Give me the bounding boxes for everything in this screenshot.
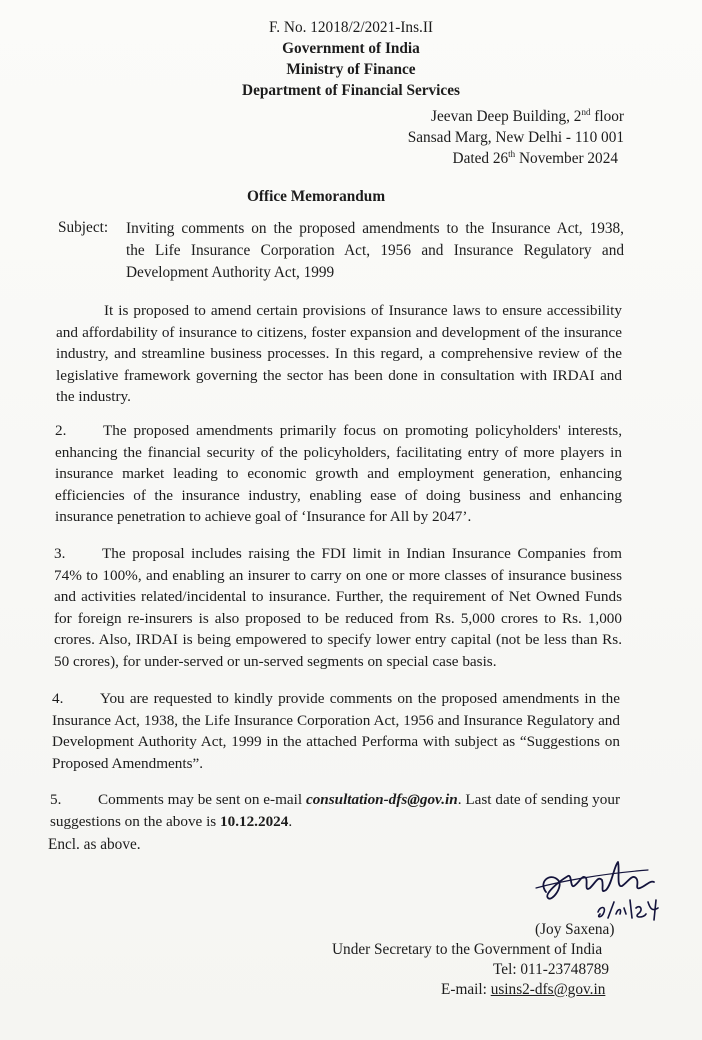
signatory-tel: Tel: 011-23748789: [493, 961, 610, 978]
memo-title: Office Memorandum: [247, 188, 386, 205]
address-building: Jeevan Deep Building, 2nd floor: [431, 107, 624, 125]
paragraph-5: 5. Comments may be sent on e-mail consultation-dfs@gov.in. Last date of sending your suggestions on the above is 10.12.2024.: [50, 791, 620, 830]
subject-line-3: Development Authority Act, 1999: [126, 264, 335, 281]
paragraph-3: 3. The proposal includes raising the FDI limit in Indian Insurance Companies from 74% to 100%, and enabling an insurer to carry on one or more classes of insurance business and activities related/incidental to insurance. Further, the requirement of Net Owned Funds for foreign re-insurers is also proposed to be reduced from Rs. 5,000 crores to Rs. 1,000 crores. Also, IRDAI is being empowered to specify lower entry capital (not be less than Rs. 50 crores), for under-served or un-served segments on special case basis.: [54, 545, 622, 670]
subject-line-2: the Life Insurance Corporation Act, 1956 and Insurance Regulatory and: [126, 242, 624, 259]
file-number: F. No. 12018/2/2021-Ins.II: [268, 19, 434, 36]
handwritten-date: 26/11/24: [528, 852, 532, 853]
consultation-email[interactable]: consultation-dfs@gov.in: [305, 791, 458, 808]
paragraph-2: 2. The proposed amendments primarily focus on promoting policyholders' interests, enhancing the financial security of the policyholders, facilitating entry of more players in insurance market leading to economic growth and employment generation, enhancing efficiencies of the insurance industry, enabling ease of doing business and enhancing insurance penetration to achieve goal of ‘Insurance for All by 2047’.: [55, 422, 622, 526]
signatory-email-line: E-mail: usins2-dfs@gov.in: [441, 981, 606, 998]
enclosure-note: Encl. as above.: [48, 836, 141, 853]
paragraph-4: 4. You are requested to kindly provide comments on the proposed amendments in the Insurance Act, 1938, the Life Insurance Corporation Act, 1956 and Insurance Regulatory and Development Authority Act, 1999 in the attached Performa with subject as “Suggestions on Proposed Amendments”.: [52, 690, 620, 772]
last-date: 10.12.2024: [220, 812, 289, 830]
signatory-email-link[interactable]: usins2-dfs@gov.in: [490, 981, 606, 998]
department-heading: Department of Financial Services: [242, 82, 460, 99]
signatory-name: (Joy Saxena): [535, 921, 615, 938]
govt-heading: Government of India: [282, 40, 420, 57]
ministry-heading: Ministry of Finance: [286, 61, 416, 78]
address-street: Sansad Marg, New Delhi - 110 001: [407, 129, 624, 146]
subject-label: Subject:: [58, 219, 109, 236]
subject-line-1: Inviting comments on the proposed amendments to the Insurance Act, 1938,: [126, 220, 624, 237]
signatory-designation: Under Secretary to the Government of India: [332, 941, 603, 958]
paragraph-1: It is proposed to amend certain provisions of Insurance laws to ensure accessibility and affordability of insurance to citizens, foster expansion and development of the insurance industry, and streamline business processes. In this regard, a comprehensive review of the legislative framework governing the sector has been done in consultation with IRDAI and the industry.: [56, 302, 622, 406]
dated-line: Dated 26th November 2024: [452, 149, 618, 167]
